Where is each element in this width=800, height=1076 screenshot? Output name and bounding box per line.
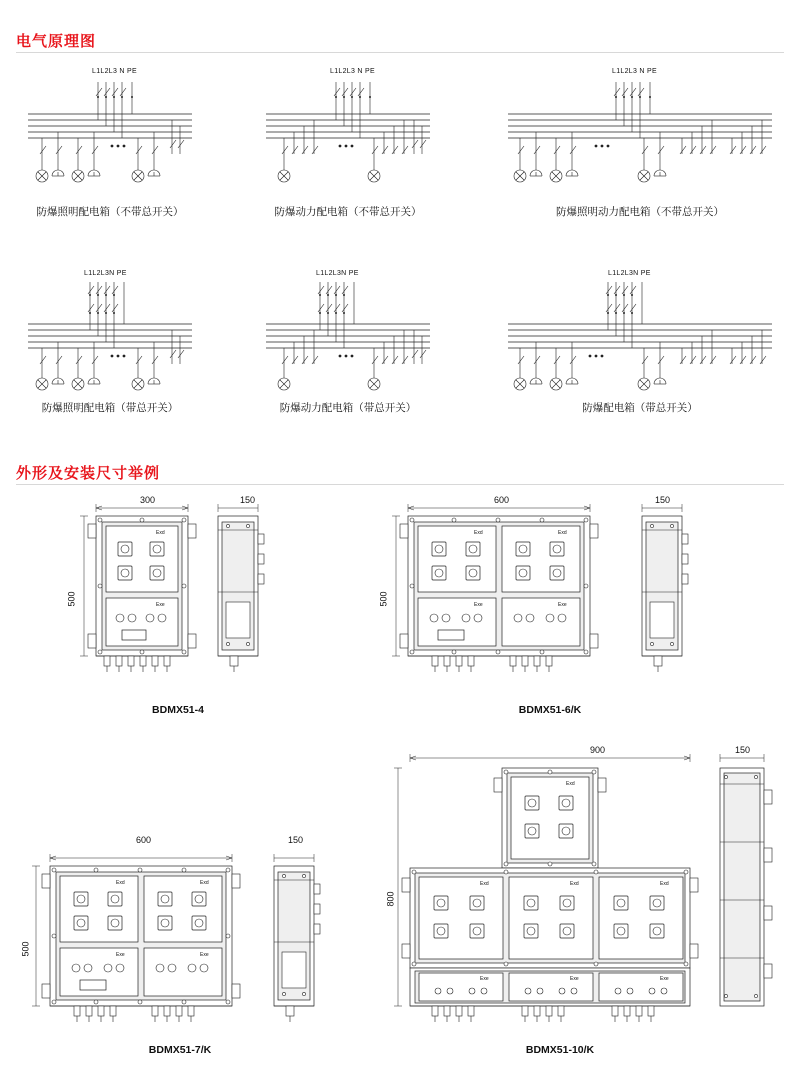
svg-text:Exe: Exe [474,602,483,608]
svg-text:Exe: Exe [480,976,489,982]
schematic-diagram-2 [258,76,438,206]
drawing-bdmx51-10k [390,744,790,1044]
svg-text:Exd: Exd [474,530,483,536]
svg-text:Exe: Exe [156,602,165,608]
svg-text:Exd: Exd [660,881,669,887]
drawing-bdmx51-7k [22,844,342,1044]
phase-label-2: L1L2L3 N PE [330,68,375,75]
schematic-caption-2: 防爆动力配电箱（不带总开关） [274,206,422,218]
svg-text:Exd: Exd [566,781,575,787]
phase-label-6: L1L2L3N PE [608,270,651,277]
dim-front-height-1: 500 [66,591,77,607]
svg-text:Exe: Exe [570,976,579,982]
dim-front-height-3: 500 [20,941,31,957]
schematic-diagram-6 [500,278,780,408]
svg-text:Exe: Exe [558,602,567,608]
dim-front-width-4: 900 [590,745,606,755]
svg-text:Exe: Exe [660,976,669,982]
dim-front-width-2: 600 [494,495,510,505]
svg-text:Exd: Exd [570,881,579,887]
schematic-caption-5: 防爆动力配电箱（带总开关） [279,402,417,414]
phase-label-3: L1L2L3 N PE [612,68,657,75]
model-caption-1: BDMX51-4 [152,704,204,716]
svg-text:Exe: Exe [116,952,125,958]
schematic-diagram-1 [20,76,200,206]
dim-side-width-2: 150 [655,495,671,505]
svg-text:Exd: Exd [156,530,165,536]
phase-label-5: L1L2L3N PE [316,270,359,277]
schematic-caption-1: 防爆照明配电箱（不带总开关） [36,206,184,218]
svg-text:Exe: Exe [200,952,209,958]
section-title-dimensions: 外形及安装尺寸举例 [16,465,161,482]
dim-side-width-1: 150 [240,495,256,505]
dim-front-height-2: 500 [378,591,389,607]
svg-text:Exd: Exd [558,530,567,536]
dim-front-height-4: 800 [385,891,396,907]
phase-label-4: L1L2L3N PE [84,270,127,277]
svg-text:Exd: Exd [480,881,489,887]
dim-side-width-3: 150 [288,835,304,845]
dim-front-width-1: 300 [140,495,156,505]
schematic-diagram-5 [258,278,438,408]
model-caption-2: BDMX51-6/K [518,704,582,716]
drawing-bdmx51-6k [390,494,710,704]
section-title-schematics: 电气原理图 [16,33,97,50]
model-caption-3: BDMX51-7/K [148,1044,212,1056]
model-caption-4: BDMX51-10/K [525,1044,595,1056]
schematic-caption-3: 防爆照明动力配电箱（不带总开关） [556,206,724,218]
svg-text:Exd: Exd [116,880,125,886]
drawing-bdmx51-4 [78,494,278,704]
svg-text:Exd: Exd [200,880,209,886]
phase-label-1: L1L2L3 N PE [92,68,137,75]
dim-side-width-4: 150 [735,745,751,755]
schematic-diagram-3 [500,76,780,206]
schematic-diagram-4 [20,278,200,408]
section-divider-1 [16,52,784,53]
section-divider-2 [16,484,784,485]
schematic-caption-6: 防爆配电箱（带总开关） [582,402,698,414]
dim-front-width-3: 600 [136,835,152,845]
schematic-caption-4: 防爆照明配电箱（带总开关） [41,402,179,414]
